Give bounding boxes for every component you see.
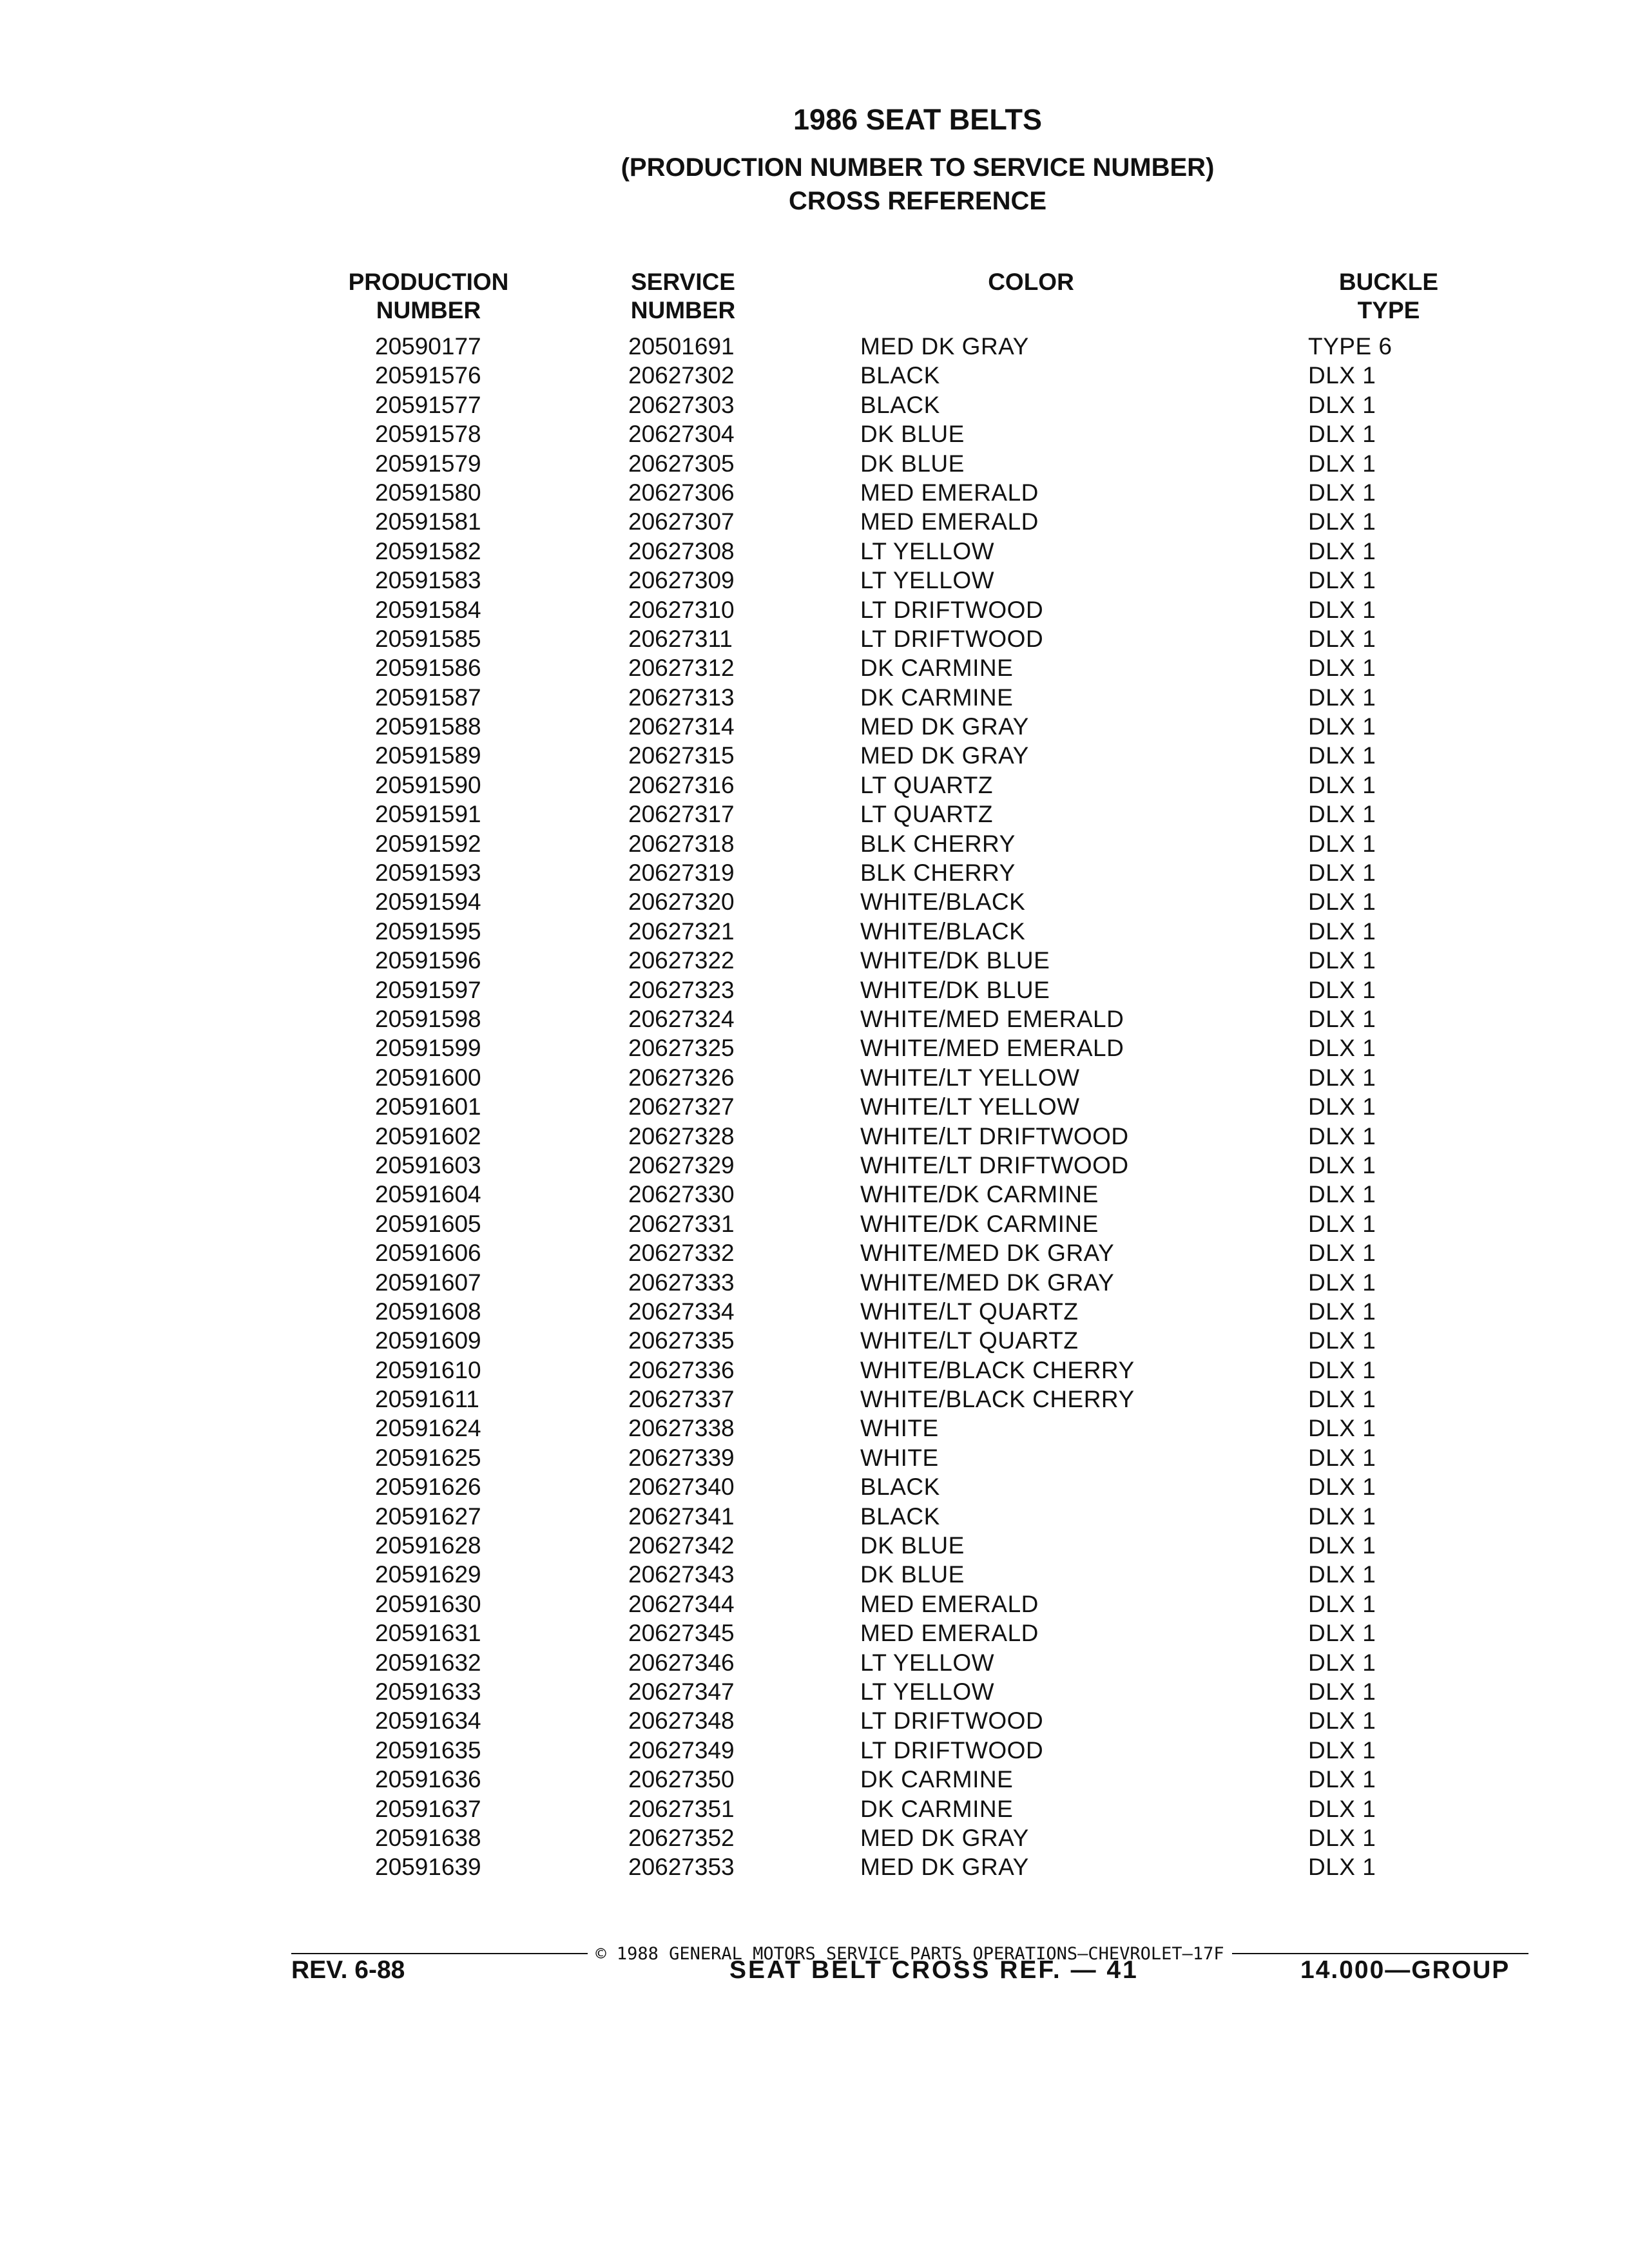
column-header-service: SERVICE NUMBER: [630, 269, 736, 323]
buckle-type: DLX 1: [1308, 1444, 1376, 1471]
buckle-type: DLX 1: [1308, 362, 1376, 389]
service-number: 20627345: [628, 1620, 735, 1647]
footer-rule-left: [291, 1953, 588, 1954]
group-label: 14.000—GROUP: [1300, 1956, 1510, 1984]
table-row: [0, 800, 1629, 829]
service-number: 20627315: [628, 742, 735, 769]
table-row: [0, 1414, 1629, 1443]
buckle-type: DLX 1: [1308, 1005, 1376, 1032]
table-row: [0, 1268, 1629, 1297]
production-number: 20591608: [375, 1298, 481, 1325]
page-subtitle: (PRODUCTION NUMBER TO SERVICE NUMBER): [621, 153, 1215, 182]
buckle-type: DLX 1: [1308, 1503, 1376, 1530]
service-number: 20627318: [628, 830, 735, 857]
service-number: 20501691: [628, 333, 735, 360]
revision-label: REV. 6-88: [291, 1956, 405, 1984]
color-value: WHITE/LT YELLOW: [860, 1064, 1080, 1091]
table-row: [0, 478, 1629, 507]
table-row: [0, 1531, 1629, 1560]
column-header-color: COLOR: [988, 269, 1074, 295]
buckle-type: DLX 1: [1308, 771, 1376, 798]
buckle-type: DLX 1: [1308, 1766, 1376, 1793]
table-row: [0, 1092, 1629, 1121]
buckle-type: DLX 1: [1308, 1854, 1376, 1881]
table-row: [0, 712, 1629, 741]
buckle-type: DLX 1: [1308, 1122, 1376, 1149]
service-number: 20627320: [628, 889, 735, 916]
buckle-type: DLX 1: [1308, 1532, 1376, 1559]
buckle-type: DLX 1: [1308, 1064, 1376, 1091]
service-number: 20627353: [628, 1854, 735, 1881]
cross-reference-table: [0, 332, 1629, 1882]
production-number: 20591635: [375, 1736, 481, 1763]
table-row: [0, 419, 1629, 448]
buckle-type: DLX 1: [1308, 1035, 1376, 1062]
color-value: MED DK GRAY: [860, 333, 1029, 360]
color-value: LT YELLOW: [860, 537, 995, 564]
table-row: [0, 1619, 1629, 1648]
service-number: 20627326: [628, 1064, 735, 1091]
production-number: 20591598: [375, 1005, 481, 1032]
table-row: [0, 361, 1629, 390]
buckle-type: DLX 1: [1308, 1561, 1376, 1588]
service-number: 20627333: [628, 1269, 735, 1296]
table-row: [0, 771, 1629, 800]
production-number: 20591592: [375, 830, 481, 857]
service-number: 20627304: [628, 421, 735, 448]
color-value: WHITE/DK CARMINE: [860, 1181, 1099, 1208]
service-number: 20627325: [628, 1035, 735, 1062]
footer-rule-right: [1232, 1953, 1528, 1954]
production-number: 20591576: [375, 362, 481, 389]
color-value: BLACK: [860, 1474, 940, 1501]
color-value: WHITE/BLACK: [860, 889, 1026, 916]
service-number: 20627334: [628, 1298, 735, 1325]
production-number: 20591634: [375, 1707, 481, 1735]
buckle-type: DLX 1: [1308, 1151, 1376, 1178]
buckle-type: DLX 1: [1308, 1678, 1376, 1705]
production-number: 20591581: [375, 508, 481, 535]
service-number: 20627310: [628, 596, 735, 623]
production-number: 20591591: [375, 801, 481, 828]
production-number: 20591636: [375, 1766, 481, 1793]
table-row: [0, 1677, 1629, 1706]
color-value: LT YELLOW: [860, 567, 995, 594]
service-number: 20627347: [628, 1678, 735, 1705]
table-row: [0, 946, 1629, 975]
production-number: 20591625: [375, 1444, 481, 1471]
service-number: 20627352: [628, 1824, 735, 1851]
copyright-text: © 1988 GENERAL MOTORS SERVICE PARTS OPERATIONS—CHEVROLET—17F: [595, 1943, 1224, 1964]
buckle-type: DLX 1: [1308, 1298, 1376, 1325]
service-number: 20627322: [628, 947, 735, 974]
section-label: SEAT BELT CROSS REF. — 41: [729, 1956, 1139, 1984]
service-number: 20627351: [628, 1795, 735, 1822]
color-value: MED EMERALD: [860, 1620, 1039, 1647]
buckle-type: DLX 1: [1308, 1356, 1376, 1383]
color-value: DK BLUE: [860, 450, 965, 477]
production-number: 20591639: [375, 1854, 481, 1881]
color-value: BLK CHERRY: [860, 860, 1016, 887]
table-row: [0, 741, 1629, 770]
service-number: 20627323: [628, 976, 735, 1003]
color-value: WHITE: [860, 1444, 939, 1471]
production-number: 20591589: [375, 742, 481, 769]
production-number: 20591601: [375, 1093, 481, 1120]
table-row: [0, 1356, 1629, 1385]
production-number: 20591584: [375, 596, 481, 623]
color-value: WHITE/DK CARMINE: [860, 1210, 1099, 1237]
color-value: BLK CHERRY: [860, 830, 1016, 857]
color-value: WHITE: [860, 1415, 939, 1442]
table-row: [0, 1472, 1629, 1501]
production-number: 20591633: [375, 1678, 481, 1705]
production-number: 20591579: [375, 450, 481, 477]
table-row: [0, 887, 1629, 916]
buckle-type: DLX 1: [1308, 889, 1376, 916]
color-value: LT DRIFTWOOD: [860, 596, 1044, 623]
table-row: [0, 537, 1629, 566]
buckle-type: DLX 1: [1308, 450, 1376, 477]
buckle-type: DLX 1: [1308, 596, 1376, 623]
production-number: 20591602: [375, 1122, 481, 1149]
service-number: 20627306: [628, 479, 735, 506]
buckle-type: DLX 1: [1308, 1269, 1376, 1296]
service-number: 20627339: [628, 1444, 735, 1471]
service-number: 20627341: [628, 1503, 735, 1530]
table-row: [0, 624, 1629, 653]
color-value: MED DK GRAY: [860, 1824, 1029, 1851]
service-number: 20627314: [628, 713, 735, 740]
service-number: 20627346: [628, 1649, 735, 1676]
color-value: WHITE/LT DRIFTWOOD: [860, 1151, 1129, 1178]
table-row: [0, 1765, 1629, 1794]
production-number: 20591624: [375, 1415, 481, 1442]
production-number: 20591610: [375, 1356, 481, 1383]
table-row: [0, 1033, 1629, 1062]
production-number: 20591631: [375, 1620, 481, 1647]
buckle-type: DLX 1: [1308, 625, 1376, 652]
page-subtitle-2: CROSS REFERENCE: [788, 187, 1047, 215]
service-number: 20627316: [628, 771, 735, 798]
table-row: [0, 858, 1629, 887]
color-value: MED EMERALD: [860, 508, 1039, 535]
table-row: [0, 1560, 1629, 1589]
buckle-type: DLX 1: [1308, 830, 1376, 857]
color-value: LT QUARTZ: [860, 801, 993, 828]
service-number: 20627319: [628, 860, 735, 887]
table-row: [0, 1648, 1629, 1677]
service-number: 20627317: [628, 801, 735, 828]
table-row: [0, 653, 1629, 682]
color-value: DK CARMINE: [860, 684, 1014, 711]
color-value: LT DRIFTWOOD: [860, 1707, 1044, 1735]
color-value: MED DK GRAY: [860, 1854, 1029, 1881]
service-number: 20627335: [628, 1327, 735, 1354]
buckle-type: DLX 1: [1308, 1736, 1376, 1763]
production-number: 20591586: [375, 655, 481, 682]
table-row: [0, 1385, 1629, 1414]
production-number: 20591605: [375, 1210, 481, 1237]
color-value: MED EMERALD: [860, 479, 1039, 506]
service-number: 20627324: [628, 1005, 735, 1032]
service-number: 20627342: [628, 1532, 735, 1559]
buckle-type: DLX 1: [1308, 1620, 1376, 1647]
color-value: WHITE/LT QUARTZ: [860, 1327, 1079, 1354]
buckle-type: DLX 1: [1308, 655, 1376, 682]
buckle-type: DLX 1: [1308, 1386, 1376, 1413]
production-number: 20591627: [375, 1503, 481, 1530]
buckle-type: TYPE 6: [1308, 333, 1393, 360]
service-number: 20627327: [628, 1093, 735, 1120]
production-number: 20591578: [375, 421, 481, 448]
color-value: MED DK GRAY: [860, 713, 1029, 740]
service-number: 20627349: [628, 1736, 735, 1763]
service-number: 20627311: [628, 625, 733, 652]
table-row: [0, 332, 1629, 361]
color-value: WHITE/MED DK GRAY: [860, 1269, 1115, 1296]
buckle-type: DLX 1: [1308, 1707, 1376, 1735]
production-number: 20591588: [375, 713, 481, 740]
color-value: WHITE/MED EMERALD: [860, 1005, 1124, 1032]
buckle-type: DLX 1: [1308, 508, 1376, 535]
table-row: [0, 1443, 1629, 1472]
table-row: [0, 595, 1629, 624]
color-value: WHITE/BLACK CHERRY: [860, 1386, 1135, 1413]
color-value: WHITE/LT QUARTZ: [860, 1298, 1079, 1325]
service-number: 20627309: [628, 567, 735, 594]
production-number: 20591599: [375, 1035, 481, 1062]
table-row: [0, 1706, 1629, 1735]
page-title: 1986 SEAT BELTS: [793, 103, 1042, 136]
color-value: BLACK: [860, 1503, 940, 1530]
color-value: WHITE/LT YELLOW: [860, 1093, 1080, 1120]
production-number: 20591580: [375, 479, 481, 506]
table-row: [0, 1004, 1629, 1033]
production-number: 20591603: [375, 1151, 481, 1178]
service-number: 20627350: [628, 1766, 735, 1793]
table-row: [0, 1238, 1629, 1267]
service-number: 20627312: [628, 655, 735, 682]
buckle-type: DLX 1: [1308, 713, 1376, 740]
table-row: [0, 1590, 1629, 1619]
buckle-type: DLX 1: [1308, 421, 1376, 448]
production-number: 20591606: [375, 1240, 481, 1267]
production-number: 20591587: [375, 684, 481, 711]
table-row: [0, 917, 1629, 946]
production-number: 20591594: [375, 889, 481, 916]
color-value: WHITE/BLACK: [860, 918, 1026, 945]
service-number: 20627348: [628, 1707, 735, 1735]
table-row: [0, 449, 1629, 478]
buckle-type: DLX 1: [1308, 1824, 1376, 1851]
buckle-type: DLX 1: [1308, 801, 1376, 828]
service-number: 20627343: [628, 1561, 735, 1588]
buckle-type: DLX 1: [1308, 1590, 1376, 1617]
buckle-type: DLX 1: [1308, 1093, 1376, 1120]
production-number: 20591604: [375, 1181, 481, 1208]
color-value: DK BLUE: [860, 421, 965, 448]
color-value: MED EMERALD: [860, 1590, 1039, 1617]
buckle-type: DLX 1: [1308, 1795, 1376, 1822]
color-value: WHITE/DK BLUE: [860, 947, 1050, 974]
production-number: 20591609: [375, 1327, 481, 1354]
production-number: 20591585: [375, 625, 481, 652]
service-number: 20627344: [628, 1590, 735, 1617]
service-number: 20627332: [628, 1240, 735, 1267]
buckle-type: DLX 1: [1308, 860, 1376, 887]
production-number: 20591638: [375, 1824, 481, 1851]
table-row: [0, 1852, 1629, 1881]
buckle-type: DLX 1: [1308, 479, 1376, 506]
table-row: [0, 507, 1629, 536]
color-value: LT DRIFTWOOD: [860, 625, 1044, 652]
production-number: 20591626: [375, 1474, 481, 1501]
buckle-type: DLX 1: [1308, 537, 1376, 564]
buckle-type: DLX 1: [1308, 567, 1376, 594]
color-value: DK CARMINE: [860, 655, 1014, 682]
buckle-type: DLX 1: [1308, 1181, 1376, 1208]
production-number: 20590177: [375, 333, 481, 360]
service-number: 20627302: [628, 362, 735, 389]
color-value: WHITE/MED EMERALD: [860, 1035, 1124, 1062]
color-value: DK BLUE: [860, 1532, 965, 1559]
table-row: [0, 1209, 1629, 1238]
table-row: [0, 1297, 1629, 1326]
color-value: DK CARMINE: [860, 1766, 1014, 1793]
service-number: 20627307: [628, 508, 735, 535]
column-header-production: PRODUCTION NUMBER: [348, 269, 509, 323]
color-value: DK CARMINE: [860, 1795, 1014, 1822]
buckle-type: DLX 1: [1308, 1474, 1376, 1501]
buckle-type: DLX 1: [1308, 1327, 1376, 1354]
production-number: 20591590: [375, 771, 481, 798]
buckle-type: DLX 1: [1308, 391, 1376, 418]
service-number: 20627328: [628, 1122, 735, 1149]
buckle-type: DLX 1: [1308, 976, 1376, 1003]
production-number: 20591632: [375, 1649, 481, 1676]
table-row: [0, 1794, 1629, 1823]
service-number: 20627340: [628, 1474, 735, 1501]
color-value: WHITE/DK BLUE: [860, 976, 1050, 1003]
service-number: 20627330: [628, 1181, 735, 1208]
color-value: LT QUARTZ: [860, 771, 993, 798]
production-number: 20591582: [375, 537, 481, 564]
buckle-type: DLX 1: [1308, 742, 1376, 769]
table-row: [0, 1326, 1629, 1355]
service-number: 20627313: [628, 684, 735, 711]
production-number: 20591607: [375, 1269, 481, 1296]
service-number: 20627303: [628, 391, 735, 418]
color-value: LT YELLOW: [860, 1678, 995, 1705]
table-row: [0, 683, 1629, 712]
table-row: [0, 390, 1629, 419]
color-value: LT YELLOW: [860, 1649, 995, 1676]
color-value: BLACK: [860, 391, 940, 418]
service-number: 20627337: [628, 1386, 735, 1413]
buckle-type: DLX 1: [1308, 684, 1376, 711]
production-number: 20591577: [375, 391, 481, 418]
table-row: [0, 1122, 1629, 1151]
color-value: LT DRIFTWOOD: [860, 1736, 1044, 1763]
color-value: WHITE/LT DRIFTWOOD: [860, 1122, 1129, 1149]
production-number: 20591596: [375, 947, 481, 974]
table-row: [0, 566, 1629, 595]
production-number: 20591637: [375, 1795, 481, 1822]
buckle-type: DLX 1: [1308, 1210, 1376, 1237]
buckle-type: DLX 1: [1308, 947, 1376, 974]
service-number: 20627329: [628, 1151, 735, 1178]
buckle-type: DLX 1: [1308, 1415, 1376, 1442]
table-row: [0, 1502, 1629, 1531]
buckle-type: DLX 1: [1308, 918, 1376, 945]
production-number: 20591629: [375, 1561, 481, 1588]
table-row: [0, 1180, 1629, 1209]
color-value: MED DK GRAY: [860, 742, 1029, 769]
production-number: 20591600: [375, 1064, 481, 1091]
buckle-type: DLX 1: [1308, 1240, 1376, 1267]
table-row: [0, 1736, 1629, 1765]
color-value: DK BLUE: [860, 1561, 965, 1588]
production-number: 20591593: [375, 860, 481, 887]
service-number: 20627338: [628, 1415, 735, 1442]
service-number: 20627331: [628, 1210, 735, 1237]
table-row: [0, 975, 1629, 1004]
production-number: 20591583: [375, 567, 481, 594]
production-number: 20591597: [375, 976, 481, 1003]
color-value: WHITE/MED DK GRAY: [860, 1240, 1115, 1267]
color-value: WHITE/BLACK CHERRY: [860, 1356, 1135, 1383]
buckle-type: DLX 1: [1308, 1649, 1376, 1676]
service-number: 20627305: [628, 450, 735, 477]
table-row: [0, 829, 1629, 858]
color-value: BLACK: [860, 362, 940, 389]
column-header-buckle-type: BUCKLE TYPE: [1338, 269, 1439, 323]
production-number: 20591630: [375, 1590, 481, 1617]
service-number: 20627308: [628, 537, 735, 564]
table-row: [0, 1823, 1629, 1852]
production-number: 20591595: [375, 918, 481, 945]
table-row: [0, 1063, 1629, 1092]
production-number: 20591611: [375, 1386, 479, 1413]
service-number: 20627336: [628, 1356, 735, 1383]
service-number: 20627321: [628, 918, 735, 945]
production-number: 20591628: [375, 1532, 481, 1559]
table-row: [0, 1151, 1629, 1180]
